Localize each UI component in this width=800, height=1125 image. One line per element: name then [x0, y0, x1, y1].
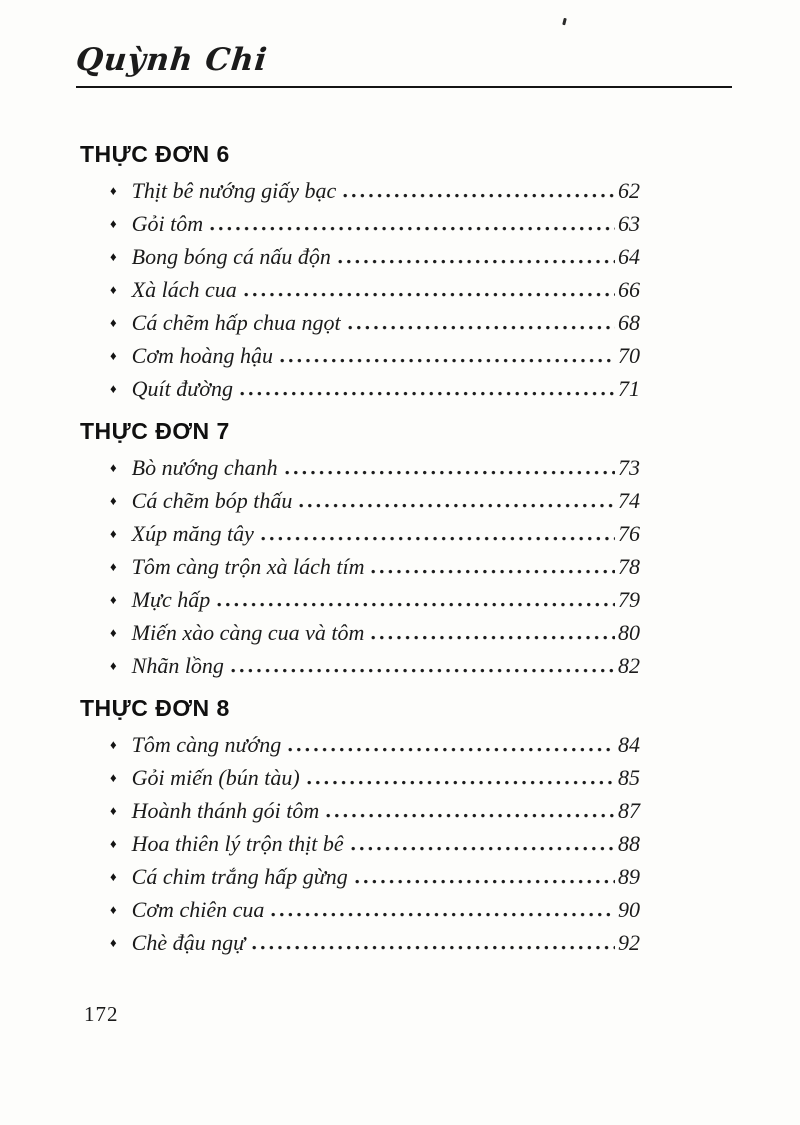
- dish-page-number: 85: [618, 765, 640, 790]
- dish-title: Gỏi miến (bún tàu): [131, 765, 300, 790]
- dish-page-number: 87: [618, 798, 640, 823]
- scan-artifact-mark: [562, 18, 566, 25]
- dish-title: Quít đường: [131, 376, 233, 401]
- dish-title: Thịt bê nướng giấy bạc: [131, 178, 337, 203]
- diamond-bullet-icon: ♦: [110, 526, 117, 541]
- dish-page-number: 82: [618, 653, 640, 678]
- page-header: [76, 42, 732, 88]
- diamond-bullet-icon: ♦: [110, 348, 117, 363]
- author-signature: Quỳnh Chi: [74, 42, 270, 78]
- dot-leader: [351, 846, 615, 851]
- dish-page-number: 78: [618, 554, 640, 579]
- table-of-contents: [80, 128, 640, 959]
- toc-item: [110, 451, 640, 484]
- diamond-bullet-icon: ♦: [110, 249, 117, 264]
- dot-leader: [343, 193, 615, 198]
- diamond-bullet-icon: ♦: [110, 216, 117, 231]
- diamond-bullet-icon: ♦: [110, 282, 117, 297]
- toc-item: [110, 761, 640, 794]
- dish-page-number: 63: [618, 211, 640, 236]
- dish-page-number: 71: [618, 376, 640, 401]
- dish-page-number: 74: [618, 488, 640, 513]
- dish-page-number: 80: [618, 620, 640, 645]
- dot-leader: [307, 780, 615, 785]
- toc-item: [110, 306, 640, 339]
- section-heading-menu-6: THỰC ĐƠN 6: [80, 141, 230, 167]
- dot-leader: [338, 259, 615, 264]
- dot-leader: [280, 358, 615, 363]
- dish-title: Xà lách cua: [131, 277, 237, 302]
- dot-leader: [217, 602, 615, 607]
- toc-item: [110, 926, 640, 959]
- diamond-bullet-icon: ♦: [110, 737, 117, 752]
- dish-title: Miến xào càng cua và tôm: [131, 620, 365, 645]
- diamond-bullet-icon: ♦: [110, 315, 117, 330]
- diamond-bullet-icon: ♦: [110, 902, 117, 917]
- dish-page-number: 90: [618, 897, 640, 922]
- dish-title: Cá chim trắng hấp gừng: [131, 864, 348, 889]
- toc-item: [110, 649, 640, 682]
- dish-page-number: 66: [618, 277, 640, 302]
- toc-item: [110, 240, 640, 273]
- section-heading-menu-8: THỰC ĐƠN 8: [80, 695, 230, 721]
- dot-leader: [299, 503, 615, 508]
- dot-leader: [326, 813, 615, 818]
- dish-title: Xúp măng tây: [131, 521, 254, 546]
- toc-item: [110, 550, 640, 583]
- dish-title: Cơm chiên cua: [131, 897, 265, 922]
- dish-title: Cơm hoàng hậu: [131, 343, 273, 368]
- dish-title: Tôm càng trộn xà lách tím: [131, 554, 365, 579]
- dot-leader: [271, 912, 615, 917]
- dot-leader: [348, 325, 615, 330]
- diamond-bullet-icon: ♦: [110, 836, 117, 851]
- dot-leader: [285, 470, 615, 475]
- toc-item: [110, 273, 640, 306]
- diamond-bullet-icon: ♦: [110, 559, 117, 574]
- dot-leader: [244, 292, 615, 297]
- toc-item: [110, 728, 640, 761]
- toc-item: [110, 893, 640, 926]
- toc-item: [110, 484, 640, 517]
- toc-item: [110, 517, 640, 550]
- dish-page-number: 88: [618, 831, 640, 856]
- diamond-bullet-icon: ♦: [110, 592, 117, 607]
- dish-page-number: 84: [618, 732, 640, 757]
- dish-title: Cá chẽm hấp chua ngọt: [131, 310, 341, 335]
- folio-page-number: 172: [84, 1002, 119, 1026]
- dish-title: Gỏi tôm: [131, 211, 204, 236]
- dish-title: Chè đậu ngự: [131, 930, 246, 955]
- toc-item: [110, 372, 640, 405]
- toc-item: [110, 827, 640, 860]
- dish-title: Mực hấp: [131, 587, 211, 612]
- dot-leader: [288, 747, 615, 752]
- diamond-bullet-icon: ♦: [110, 803, 117, 818]
- dish-title: Tôm càng nướng: [131, 732, 282, 757]
- toc-item: [110, 794, 640, 827]
- dish-page-number: 92: [618, 930, 640, 955]
- dot-leader: [240, 391, 615, 396]
- dot-leader: [355, 879, 615, 884]
- diamond-bullet-icon: ♦: [110, 183, 117, 198]
- header-rule: [76, 86, 732, 88]
- diamond-bullet-icon: ♦: [110, 493, 117, 508]
- dot-leader: [261, 536, 615, 541]
- diamond-bullet-icon: ♦: [110, 770, 117, 785]
- toc-item: [110, 174, 640, 207]
- diamond-bullet-icon: ♦: [110, 381, 117, 396]
- diamond-bullet-icon: ♦: [110, 658, 117, 673]
- dish-page-number: 68: [618, 310, 640, 335]
- dot-leader: [231, 668, 615, 673]
- dish-title: Bò nướng chanh: [131, 455, 278, 480]
- dish-page-number: 64: [618, 244, 640, 269]
- dish-page-number: 73: [618, 455, 640, 480]
- diamond-bullet-icon: ♦: [110, 625, 117, 640]
- section-heading-menu-7: THỰC ĐƠN 7: [80, 418, 230, 444]
- dot-leader: [252, 945, 615, 950]
- dish-title: Bong bóng cá nấu độn: [131, 244, 331, 269]
- dot-leader: [371, 635, 615, 640]
- toc-item: [110, 207, 640, 240]
- toc-item: [110, 860, 640, 893]
- dish-page-number: 76: [618, 521, 640, 546]
- dish-title: Hoành thánh gói tôm: [131, 798, 320, 823]
- diamond-bullet-icon: ♦: [110, 869, 117, 884]
- toc-item: [110, 616, 640, 649]
- dot-leader: [210, 226, 615, 231]
- diamond-bullet-icon: ♦: [110, 935, 117, 950]
- toc-item: [110, 583, 640, 616]
- dish-page-number: 79: [618, 587, 640, 612]
- diamond-bullet-icon: ♦: [110, 460, 117, 475]
- dish-title: Nhãn lồng: [131, 653, 224, 678]
- dish-title: Hoa thiên lý trộn thịt bê: [131, 831, 344, 856]
- dish-page-number: 62: [618, 178, 640, 203]
- dish-page-number: 70: [618, 343, 640, 368]
- dish-page-number: 89: [618, 864, 640, 889]
- toc-item: [110, 339, 640, 372]
- dish-title: Cá chẽm bóp thấu: [131, 488, 293, 513]
- dot-leader: [371, 569, 615, 574]
